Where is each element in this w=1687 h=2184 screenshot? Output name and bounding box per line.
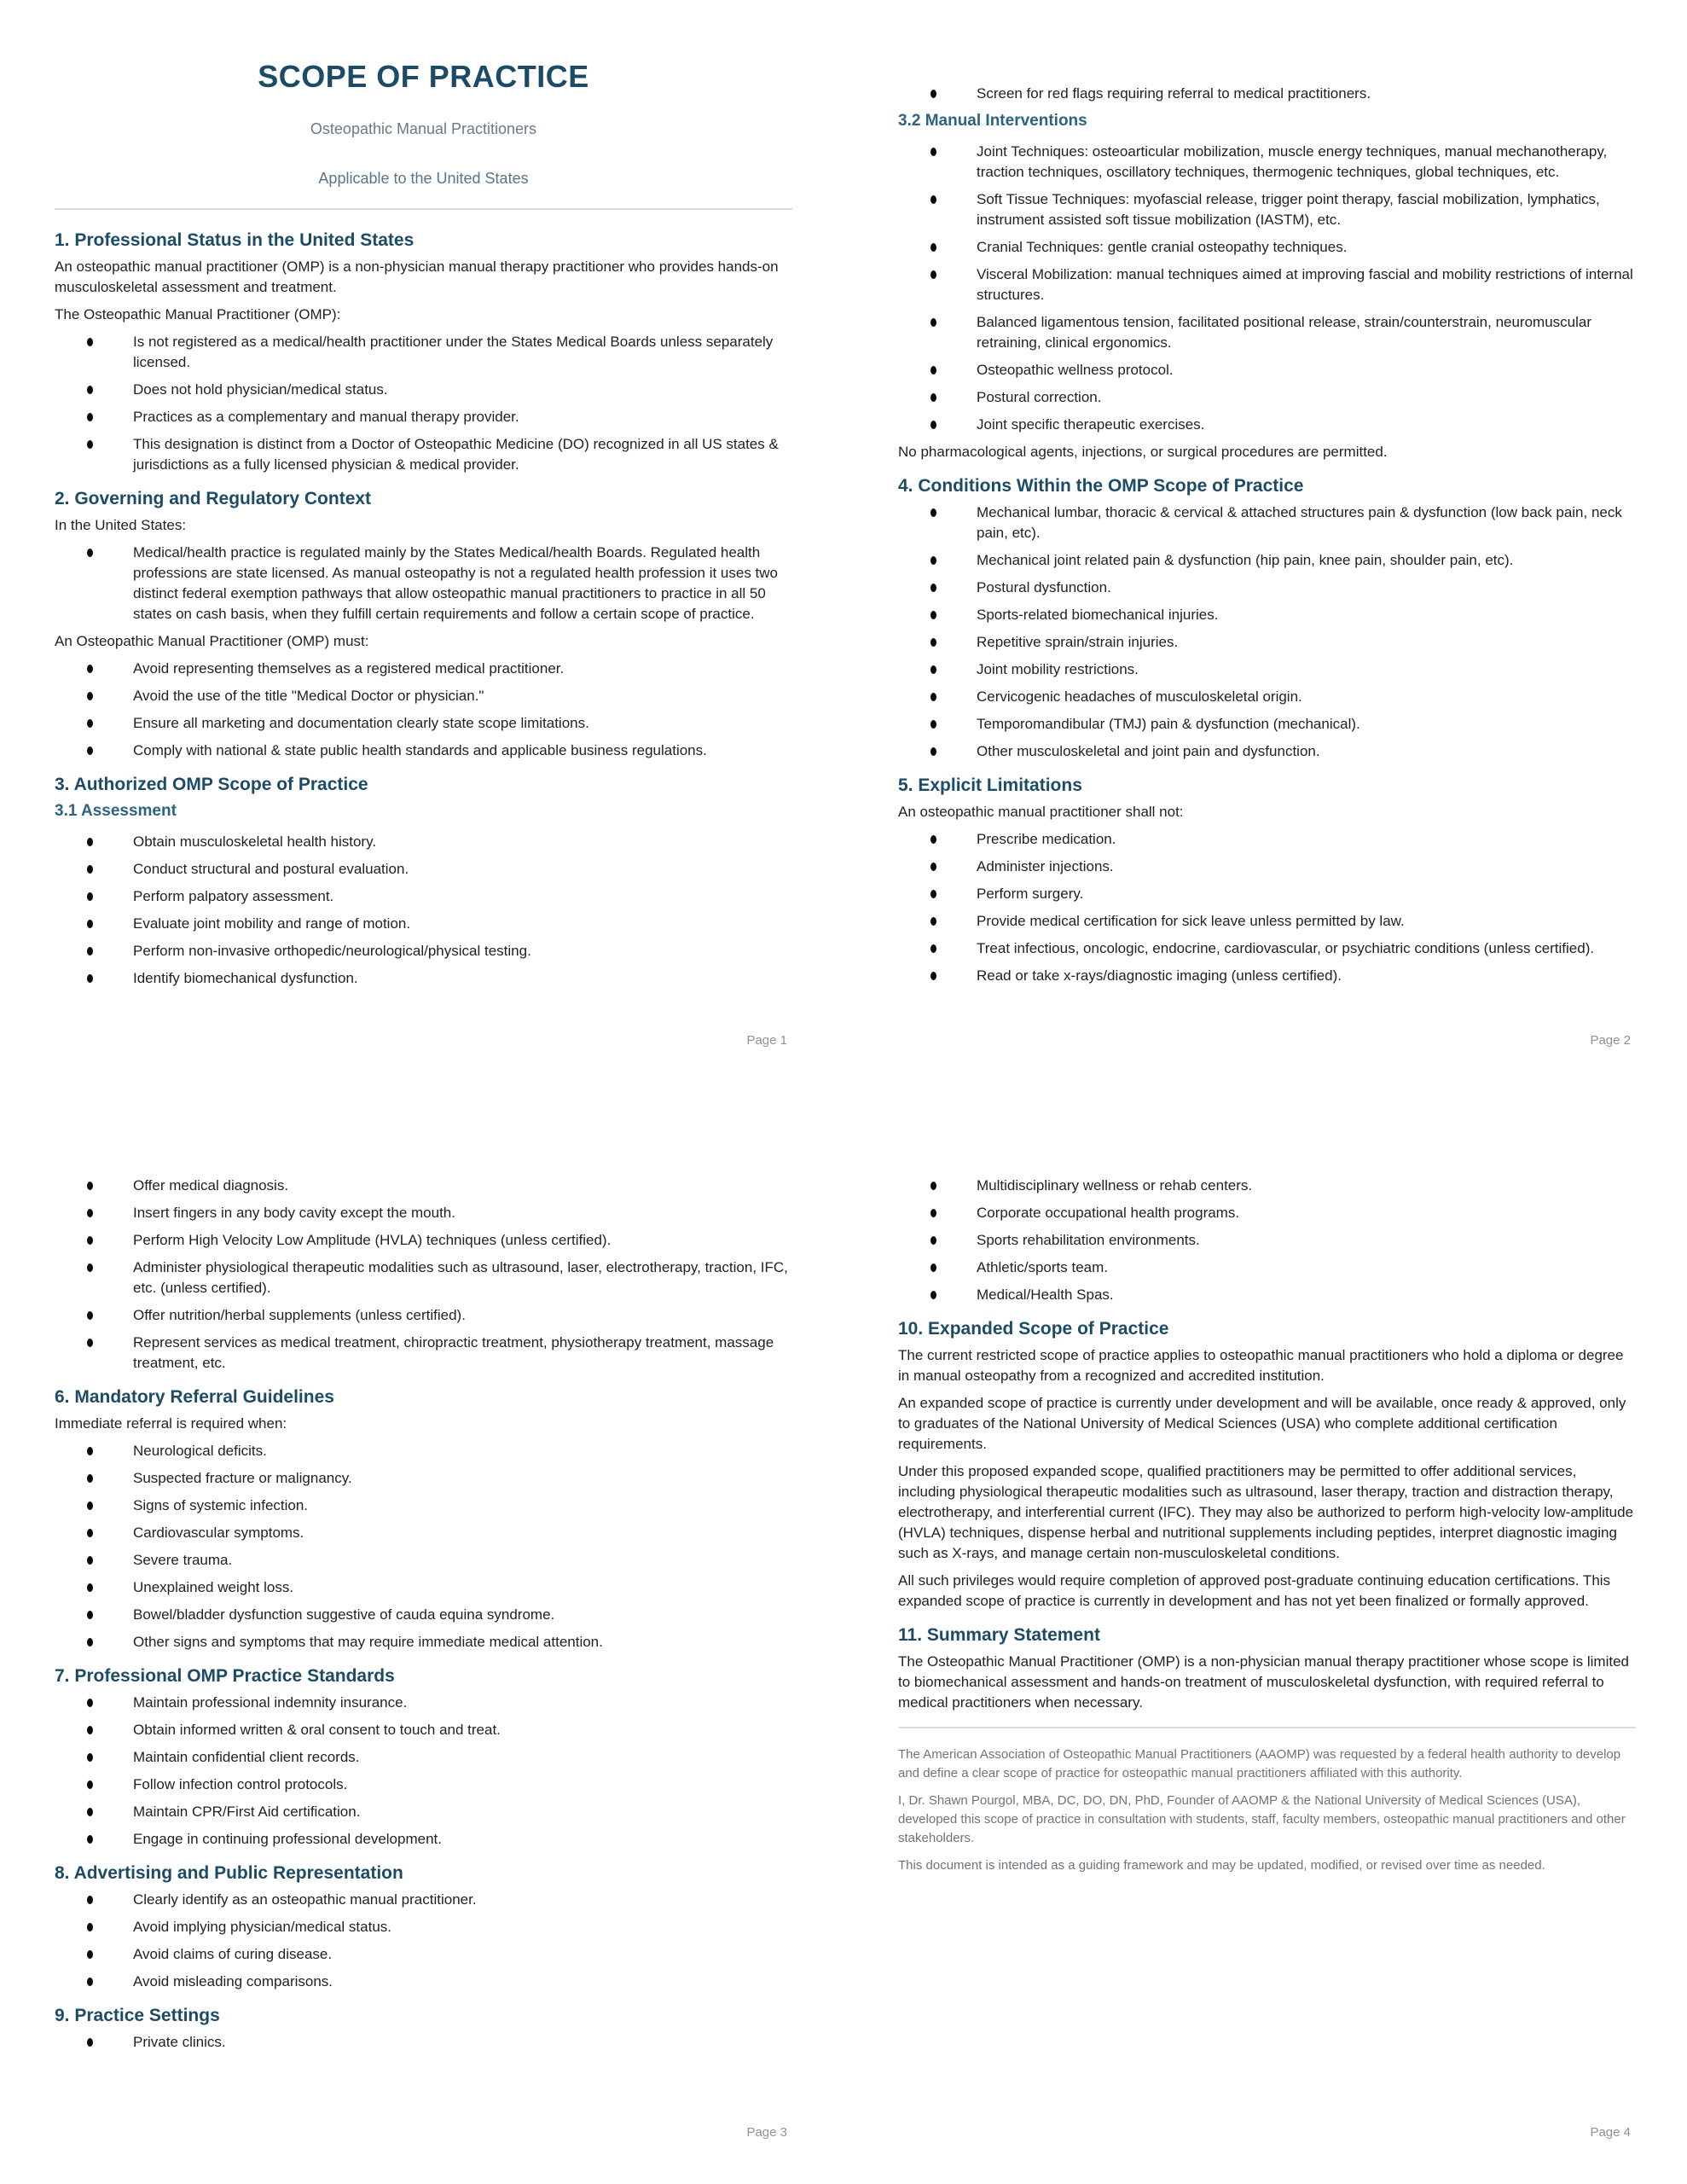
bullet-item-text: Maintain CPR/First Aid certification. [133,1804,361,1820]
bullet-list [898,502,1636,762]
note-paragraph: This document is intended as a guiding framework and may be updated, modified, or revised over time as needed. [898,1858,1545,1873]
bullet-item [55,741,792,761]
bullet-item [898,415,1636,435]
bullet-item-text: Engage in continuing professional development. [133,1831,442,1847]
bullet-item-text: Does not hold physician/medical status. [133,381,388,398]
bullet-item [55,1176,792,1196]
bullet-item [55,1230,792,1251]
bullet-item [55,1829,792,1850]
bullet-icon [87,1311,93,1320]
bullet-item [898,360,1636,380]
bullet-item-text: Cervicogenic headaches of musculoskeletal origin. [977,688,1302,705]
bullet-item-text: Medical/Health Spas. [977,1287,1114,1303]
bullet-icon [930,195,936,204]
bullet-icon [87,838,93,846]
bullet-item [55,1550,792,1571]
bullet-item [55,1523,792,1543]
bullet-icon [87,1699,93,1707]
bullet-item-text: Insert fingers in any body cavity except the mouth. [133,1205,455,1221]
page-3 [0,1092,844,2184]
bullet-item [898,829,1636,850]
document-subtitle-secondary: Applicable to the United States [318,170,529,187]
bullet-item [55,1305,792,1326]
paragraph: An osteopathic manual practitioner (OMP) is a non-physician manual therapy practitioner who provides hands-on musculoskeletal assessment and treatment. [55,258,779,295]
bullet-icon [930,611,936,619]
paragraph: Under this proposed expanded scope, qualified practitioners may be permitted to offer additional services, including physiological therapeutic modalities such as ultrasound, laser therapy, traction and distraction therapy, electrotherapy, and interferential current (IFC). They may also be authorized to perform high-velocity low-amplitude (HVLA) techniques, dispense herbal and nutritional supplements including peptides, interpret diagnostic imaging such as X-rays, and manage certain non-musculoskeletal conditions. [898,1463,1634,1561]
bullet-icon [87,549,93,557]
bullet-item [898,550,1636,571]
bullet-icon [87,338,93,346]
paragraph: An Osteopathic Manual Practitioner (OMP) must: [55,633,369,649]
bullet-list [55,2032,792,2053]
bullet-item [898,605,1636,625]
bullet-item-text: Visceral Mobilization: manual techniques aimed at improving fascial and mobility restrictions of internal structures. [977,266,1633,303]
bullet-item [55,380,792,400]
bullet-item [55,1441,792,1461]
bullet-item-text: Avoid the use of the title "Medical Doctor or physician." [133,688,484,704]
bullet-item [55,1774,792,1795]
bullet-item [898,741,1636,762]
bullet-item-text: Offer medical diagnosis. [133,1177,289,1194]
bullet-icon [930,556,936,565]
bullet-item [898,578,1636,598]
bullet-item [898,264,1636,305]
section-heading: 6. Mandatory Referral Guidelines [55,1387,334,1407]
document-subtitle: Osteopathic Manual Practitioners [310,120,537,137]
bullet-icon [930,148,936,156]
bullet-item [898,1285,1636,1305]
bullet-item-text: Avoid representing themselves as a registered medical practitioner. [133,660,565,677]
bullet-item [55,1747,792,1768]
bullet-icon [87,1753,93,1762]
bullet-icon [87,1835,93,1844]
bullet-icon [87,1474,93,1483]
bullet-item-text: Avoid claims of curing disease. [133,1946,333,1962]
bullet-item-text: Clearly identify as an osteopathic manual practitioner. [133,1891,477,1908]
bullet-icon [930,863,936,871]
bullet-item-text: Severe trauma. [133,1552,233,1568]
paragraph: No pharmacological agents, injections, or surgical procedures are permitted. [898,444,1388,460]
bullet-icon [930,508,936,517]
bullet-item-text: Sports-related biomechanical injuries. [977,607,1219,623]
page-footer: Page 1 [746,1033,787,1048]
bullet-icon [87,1726,93,1734]
bullet-item-text: Is not registered as a medical/health practitioner under the States Medical Boards unless separately licensed. [133,334,774,370]
bullet-item [55,1917,792,1937]
bullet-list [898,84,1636,104]
bullet-item-text: Obtain informed written & oral consent to touch and treat. [133,1722,501,1738]
bullet-icon [87,440,93,449]
subsection-heading: 3.1 Assessment [55,802,177,820]
bullet-item [55,941,792,961]
bullet-item [55,1577,792,1598]
bullet-item-text: Identify biomechanical dysfunction. [133,970,358,986]
bullet-icon [87,1502,93,1510]
paragraph: Immediate referral is required when: [55,1415,287,1432]
section-heading: 8. Advertising and Public Representation [55,1863,403,1883]
bullet-item-text: Screen for red flags requiring referral to medical practitioners. [977,85,1371,102]
bullet-icon [87,1780,93,1789]
paragraph: An expanded scope of practice is currently under development and will be available, once ready & approved, only to graduates of the National University of Medical Sciences (USA) who complete additional certification requirements. [898,1395,1626,1452]
bullet-item-text: Multidisciplinary wellness or rehab centers. [977,1177,1253,1194]
section-heading: 9. Practice Settings [55,2006,220,2025]
bullet-item-text: Provide medical certification for sick leave unless permitted by law. [977,913,1405,929]
bullet-item [898,312,1636,353]
page-1 [0,0,844,1092]
bullet-icon [87,1529,93,1537]
bullet-list [55,659,792,761]
bullet-icon [87,974,93,983]
bullet-item-text: Offer nutrition/herbal supplements (unless certified). [133,1307,466,1323]
bullet-icon [87,1209,93,1217]
note-paragraph: The American Association of Osteopathic Manual Practitioners (AAOMP) was requested by a federal health authority to develop and define a clear scope of practice for osteopathic manual practitioners affiliated with this authority. [898,1747,1621,1780]
bullet-icon [87,386,93,394]
bullet-item [55,832,792,852]
page-3-content [55,1176,792,2053]
paragraph: In the United States: [55,517,187,533]
divider-rule [898,1727,1636,1728]
bullet-item-text: Read or take x-rays/diagnostic imaging (unless certified). [977,967,1342,984]
bullet-item-text: Corporate occupational health programs. [977,1205,1240,1221]
section-heading: 10. Expanded Scope of Practice [898,1319,1169,1339]
bullet-icon [87,1896,93,1904]
bullet-item [898,911,1636,932]
bullet-icon [930,665,936,674]
bullet-item [55,1972,792,1992]
bullet-item-text: Soft Tissue Techniques: myofascial release, trigger point therapy, fascial mobilization, lymphatics, instrument assisted soft tissue mobilization (IASTM), etc. [977,191,1600,228]
bullet-item [55,434,792,475]
bullet-icon [930,693,936,701]
bullet-item-text: This designation is distinct from a Doctor of Osteopathic Medicine (DO) recognized in all US states & jurisdictions as a fully licensed physician & medical provider. [133,436,779,473]
bullet-item-text: Cranial Techniques: gentle cranial osteopathy techniques. [977,239,1348,255]
bullet-item-text: Other signs and symptoms that may require immediate medical attention. [133,1634,603,1650]
bullet-item-text: Balanced ligamentous tension, facilitated positional release, strain/counterstrain, neuromuscular retraining, clinical ergonomics. [977,314,1592,351]
bullet-item [55,2032,792,2053]
bullet-item [898,237,1636,258]
bullet-icon [87,1808,93,1816]
bullet-item-text: Signs of systemic infection. [133,1497,309,1513]
bullet-item-text: Perform High Velocity Low Amplitude (HVLA) techniques (unless certified). [133,1232,612,1248]
bullet-item [898,1203,1636,1223]
bullet-item [898,884,1636,904]
bullet-icon [930,638,936,647]
bullet-icon [87,1236,93,1245]
bullet-list [55,1176,792,1374]
bullet-icon [930,1209,936,1217]
bullet-icon [87,865,93,874]
bullet-item-text: Comply with national & state public health standards and applicable business regulations. [133,742,707,758]
page-footer: Page 4 [1590,2125,1631,2140]
document-title: SCOPE OF PRACTICE [258,59,589,94]
bullet-item-text: Obtain musculoskeletal health history. [133,834,377,850]
bullet-item-text: Follow infection control protocols. [133,1776,348,1792]
bullet-icon [930,1291,936,1299]
bullet-item-text: Temporomandibular (TMJ) pain & dysfunction (mechanical). [977,716,1360,732]
bullet-item [898,857,1636,877]
bullet-item-text: Neurological deficits. [133,1443,267,1459]
bullet-icon [87,746,93,755]
bullet-item [55,1890,792,1910]
bullet-icon [87,1950,93,1959]
bullet-item [898,1176,1636,1196]
bullet-icon [930,318,936,327]
bullet-item [55,1605,792,1625]
bullet-item-text: Other musculoskeletal and joint pain and dysfunction. [977,743,1320,759]
bullet-item-text: Sports rehabilitation environments. [977,1232,1200,1248]
bullet-item-text: Represent services as medical treatment, chiropractic treatment, physiotherapy treatment, massage treatment, etc. [133,1334,774,1371]
bullet-icon [930,243,936,252]
bullet-icon [930,720,936,729]
bullet-item-text: Cardiovascular symptoms. [133,1525,304,1541]
bullet-item-text: Suspected fracture or malignancy. [133,1470,352,1486]
bullet-item [55,1944,792,1965]
bullet-item-text: Bowel/bladder dysfunction suggestive of cauda equina syndrome. [133,1606,555,1623]
paragraph: The Osteopathic Manual Practitioner (OMP) is a non-physician manual therapy practitioner whose scope is limited to biomechanical assessment and hands-on treatment of musculoskeletal dysfunction, with required referral to medical practitioners when necessary. [898,1653,1630,1711]
bullet-icon [930,90,936,98]
paragraph: An osteopathic manual practitioner shall not: [898,804,1184,820]
bullet-icon [87,2038,93,2047]
bullet-list [55,1441,792,1653]
bullet-item-text: Ensure all marketing and documentation clearly state scope limitations. [133,715,589,731]
bullet-item-text: Postural correction. [977,389,1102,405]
bullet-icon [87,1263,93,1272]
bullet-item-text: Avoid implying physician/medical status. [133,1919,391,1935]
bullet-icon [930,366,936,375]
bullet-icon [930,972,936,980]
paragraph: The Osteopathic Manual Practitioner (OMP): [55,306,341,322]
bullet-item [55,543,792,624]
bullet-item-text: Athletic/sports team. [977,1259,1109,1275]
bullet-list [55,1693,792,1850]
bullet-item [55,1802,792,1822]
bullet-item [898,189,1636,230]
section-heading: 1. Professional Status in the United States [55,230,415,250]
bullet-list [898,142,1636,435]
bullet-icon [87,892,93,901]
bullet-item-text: Avoid misleading comparisons. [133,1973,333,1989]
bullet-item-text: Medical/health practice is regulated mainly by the States Medical/health Boards. Regulated health professions are state licensed. As manual osteopathy is not a regulated health profession it uses two distinct federal exemption pathways that allow osteopathic manual practitioners to practice in all 50 states on cash basis, when they fulfill certain requirements and follow a certain scope of practice. [133,544,779,622]
page-4 [844,1092,1687,2184]
bullet-icon [87,920,93,928]
bullet-item-text: Repetitive sprain/strain injuries. [977,634,1179,650]
paragraph: The current restricted scope of practice applies to osteopathic manual practitioners who hold a diploma or degree in manual osteopathy from a recognized and accredited institution. [898,1347,1624,1384]
bullet-item [898,632,1636,653]
bullet-item [55,713,792,734]
bullet-item [898,938,1636,959]
bullet-icon [930,944,936,953]
bullet-item [898,142,1636,183]
section-heading: 3. Authorized OMP Scope of Practice [55,775,368,794]
bullet-item [55,407,792,427]
bullet-item [55,1632,792,1653]
bullet-item-text: Treat infectious, oncologic, endocrine, cardiovascular, or psychiatric conditions (unless certified). [977,940,1595,956]
bullet-item [898,1230,1636,1251]
bullet-item-text: Postural dysfunction. [977,579,1111,595]
page-2 [844,0,1687,1092]
bullet-item [898,387,1636,408]
bullet-icon [930,584,936,592]
bullet-list [55,1890,792,1992]
bullet-icon [930,835,936,844]
page-4-content [898,1176,1636,1875]
divider-rule [55,208,792,210]
bullet-icon [87,413,93,421]
bullet-icon [930,270,936,279]
bullet-icon [87,1447,93,1455]
page-2-content [898,84,1636,986]
page-1-content [55,58,792,989]
bullet-item [55,859,792,880]
bullet-icon [930,917,936,926]
bullet-item [55,332,792,373]
bullet-item-text: Mechanical joint related pain & dysfunction (hip pain, knee pain, shoulder pain, etc). [977,552,1514,568]
bullet-icon [930,1236,936,1245]
bullet-icon [87,1339,93,1347]
bullet-icon [87,1638,93,1647]
bullet-list [898,1176,1636,1305]
bullet-item-text: Joint Techniques: osteoarticular mobilization, muscle energy techniques, manual mechanotherapy, traction techniques, oscillatory techniques, thermogenic techniques, global techniques, etc. [977,143,1608,180]
bullet-icon [930,393,936,402]
bullet-item-text: Conduct structural and postural evaluation. [133,861,409,877]
bullet-item-text: Private clinics. [133,2034,226,2050]
bullet-item [55,1468,792,1489]
bullet-icon [87,665,93,673]
bullet-item-text: Maintain confidential client records. [133,1749,360,1765]
bullet-icon [930,747,936,756]
bullet-item [898,659,1636,680]
section-heading: 5. Explicit Limitations [898,775,1082,795]
bullet-item [55,1333,792,1374]
bullet-item-text: Administer physiological therapeutic modalities such as ultrasound, laser, electrotherapy, traction, IFC, etc. (unless certified). [133,1259,788,1296]
bullet-item-text: Maintain professional indemnity insurance. [133,1694,408,1711]
bullet-item [898,502,1636,543]
bullet-icon [87,1583,93,1592]
bullet-item-text: Joint specific therapeutic exercises. [977,416,1205,433]
bullet-item [55,886,792,907]
bullet-item [55,686,792,706]
bullet-item [55,1203,792,1223]
bullet-item-text: Perform palpatory assessment. [133,888,334,904]
bullet-item [55,1258,792,1298]
bullet-item [898,966,1636,986]
bullet-item-text: Unexplained weight loss. [133,1579,294,1595]
bullet-list [55,332,792,475]
bullet-list [898,829,1636,986]
bullet-icon [87,1556,93,1565]
bullet-item [898,714,1636,735]
bullet-icon [87,1182,93,1190]
bullet-item-text: Joint mobility restrictions. [977,661,1139,677]
bullet-icon [930,1182,936,1190]
paragraph: All such privileges would require completion of approved post-graduate continuing education certifications. This expanded scope of practice is currently in development and has not yet been finalized or formally approved. [898,1572,1611,1609]
bullet-item [55,1720,792,1740]
bullet-icon [930,890,936,898]
bullet-item-text: Perform surgery. [977,886,1084,902]
section-heading: 4. Conditions Within the OMP Scope of Practice [898,476,1304,496]
note-paragraph: I, Dr. Shawn Pourgol, MBA, DC, DO, DN, PhD, Founder of AAOMP & the National University of Medical Sciences (USA), developed this scope of practice in consultation with students, staff, faculty members, osteopathic manual practitioners and other stakeholders. [898,1793,1626,1845]
bullet-item [55,968,792,989]
section-heading: 11. Summary Statement [898,1625,1100,1645]
bullet-item-text: Prescribe medication. [977,831,1116,847]
bullet-item [898,84,1636,104]
section-heading: 7. Professional OMP Practice Standards [55,1666,395,1686]
bullet-icon [87,947,93,956]
bullet-item-text: Practices as a complementary and manual therapy provider. [133,409,519,425]
bullet-icon [87,692,93,700]
page-footer: Page 2 [1590,1033,1631,1048]
bullet-item-text: Osteopathic wellness protocol. [977,362,1174,378]
bullet-icon [930,1263,936,1272]
bullet-item-text: Mechanical lumbar, thoracic & cervical & attached structures pain & dysfunction (low back pain, neck pain, etc). [977,504,1622,541]
bullet-icon [87,1923,93,1931]
bullet-list [55,832,792,989]
bullet-icon [87,1978,93,1986]
bullet-item-text: Evaluate joint mobility and range of motion. [133,915,411,932]
bullet-icon [87,1611,93,1619]
bullet-item [898,1258,1636,1278]
page-footer: Page 3 [746,2125,787,2140]
bullet-item [55,914,792,934]
section-heading: 2. Governing and Regulatory Context [55,489,372,508]
subsection-heading: 3.2 Manual Interventions [898,112,1087,130]
bullet-item [55,1496,792,1516]
bullet-item [898,687,1636,707]
bullet-item [55,659,792,679]
bullet-icon [930,421,936,429]
bullet-item-text: Administer injections. [977,858,1114,874]
bullet-item [55,1693,792,1713]
bullet-list [55,543,792,624]
bullet-item-text: Perform non-invasive orthopedic/neurological/physical testing. [133,943,531,959]
bullet-icon [87,719,93,728]
